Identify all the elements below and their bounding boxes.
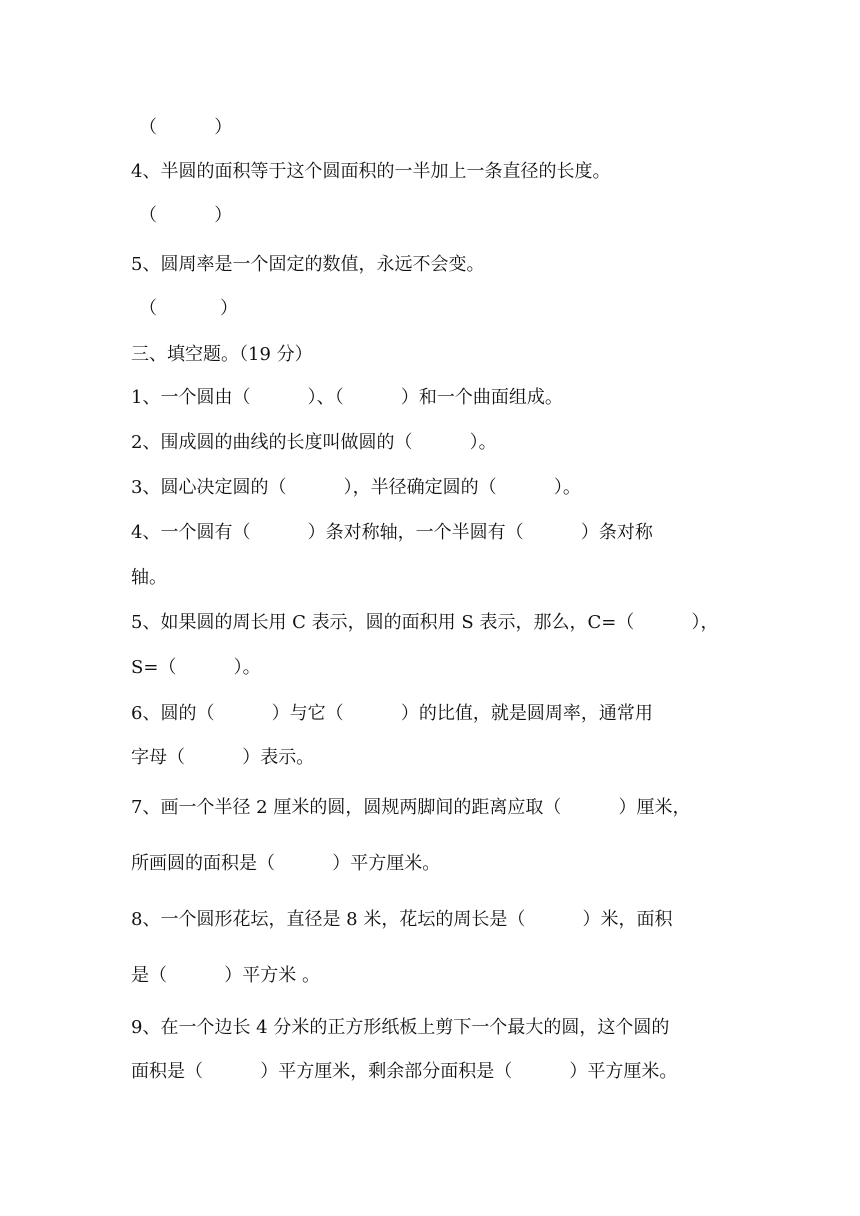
fill-question-4-cont: 轴。 [131,567,167,588]
fill-question-7-cont: 所画圆的面积是（ ）平方厘米。 [131,853,441,874]
fill-question-8-cont: 是（ ）平方米 。 [131,965,320,986]
answer-blank-3: （ ） [139,117,233,138]
fill-question-7: 7、画一个半径 2 厘米的圆，圆规两脚间的距离应取（ ）厘米， [131,797,691,818]
answer-blank-5: （ ） [139,298,238,319]
judge-question-4: 4、半圆的面积等于这个圆面积的一半加上一条直径的长度。 [131,161,611,182]
fill-question-6: 6、圆的（ ）与它（ ）的比值，就是圆周率，通常用 [131,703,653,724]
fill-question-9: 9、在一个边长 4 分米的正方形纸板上剪下一个最大的圆，这个圆的 [131,1017,670,1038]
fill-question-8: 8、一个圆形花坛，直径是 8 米，花坛的周长是（ ）米，面积 [131,909,673,930]
fill-question-6-cont: 字母（ ）表示。 [131,747,315,768]
fill-question-5: 5、如果圆的周长用 C 表示，圆的面积用 S 表示，那么，C=（ ）， [131,612,719,633]
fill-question-2: 2、围成圆的曲线的长度叫做圆的（ ）。 [131,432,497,453]
fill-question-9-cont: 面积是（ ）平方厘米，剩余部分面积是（ ）平方厘米。 [131,1061,678,1082]
fill-question-4: 4、一个圆有（ ）条对称轴，一个半圆有（ ）条对称 [131,522,653,543]
section-heading-fill-blank: 三、填空题。（19 分） [131,344,313,365]
fill-question-5-cont: S=（ ）。 [131,657,261,678]
fill-question-1: 1、一个圆由（ ）、（ ）和一个曲面组成。 [131,387,563,408]
fill-question-3: 3、圆心决定圆的（ ），半径确定圆的（ ）。 [131,477,581,498]
answer-blank-4: （ ） [139,205,233,226]
judge-question-5: 5、圆周率是一个固定的数值，永远不会变。 [131,254,485,275]
